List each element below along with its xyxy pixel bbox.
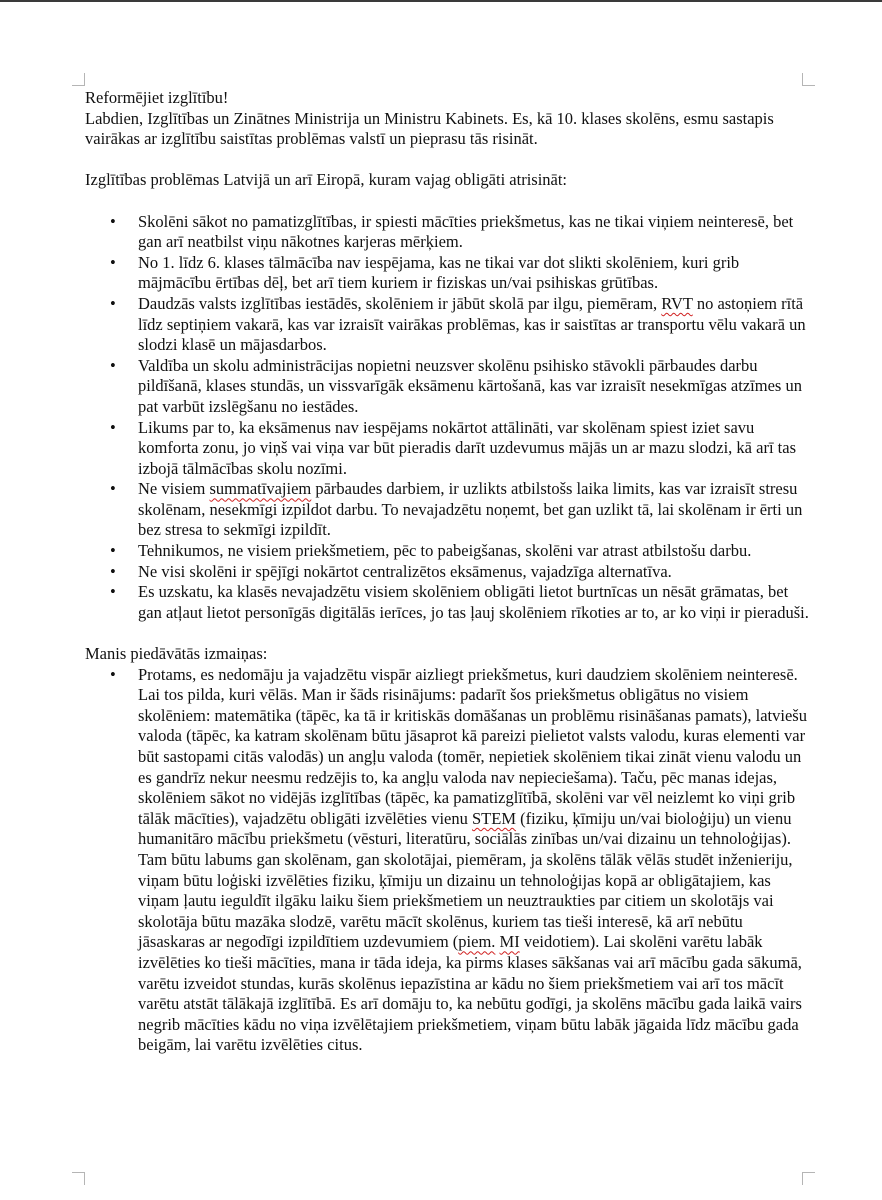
list-item <box>85 541 810 562</box>
spellcheck-flagged-word: MI <box>499 932 520 952</box>
list-item-text: Likums par to, ka eksāmenus nav iespējams nokārtot attālināti, var skolēnam spiest iziet savu komforta zonu, jo viņš vai viņa var būt pieradis darīt uzdevumus mājās un ar mazu slodzi, kā arī tas izbojā tālmācības skolu nozīmi. <box>138 417 796 478</box>
blank-line <box>85 191 810 212</box>
list-item-text: Tehnikumos, ne visiem priekšmetiem, pēc to pabeigšanas, skolēni var atrast atbilstošu darbu. <box>138 541 752 561</box>
list-item <box>85 418 810 480</box>
list-item-text: Daudzās valsts izglītības iestādēs, skolēniem ir jābūt skolā par ilgu, piemēram, <box>138 293 662 313</box>
list-item-text: Protams, es nedomāju ja vajadzētu vispār aizliegt priekšmetus, kuri daudziem skolēniem neinteresē. Lai tos pilda, kuri vēlās. Man ir šāds risinājums: padarīt šos priekšmetus obligātus no visiem skolēniem: matemātika (tāpēc, ka tā ir kritiskās domāšanas un problēmu risināšanas pamats), latviešu valoda (tāpēc, ka katram skolēnam būtu jāsaprot kā pareizi pielietot valsts valodu, kuras elementi var būt sastopami citās valodās) un angļu valoda (tomēr, nepietiek skolēniem tikai zināt vienu valodu un es gandrīz nekur neesmu redzējis to, ka angļu valoda nav nepieciešama). Taču, pēc manas idejas, skolēniem sākot no vidējās izglītības (tāpēc, ka pamatizglītībā, skolēni var vēl neizlemt ko viņi grib tālāk mācīties), vajadzētu obligāti izvēlēties vienu <box>138 664 807 828</box>
list-item <box>85 562 810 583</box>
list-item <box>85 356 810 418</box>
list-item <box>85 479 810 541</box>
list-item-text: Ne visiem <box>138 479 210 499</box>
list-item-text: Valdība un skolu administrācijas nopietni neuzsver skolēnu psihisko stāvokli pārbaudes darbu pildīšanā, klases stundās, un vissvarīgāk eksāmenu kārtošanā, kas var izraisīt nesekmīgas atzīmes un pat varbūt izslēgšanu no iestādes. <box>138 355 802 416</box>
intro-paragraph: Labdien, Izglītības un Zinātnes Ministrija un Ministru Kabinets. Es, kā 10. klases skolēns, esmu sastapis vairākas ar izglītību saistītas problēmas valstī un pieprasu tās risināt. <box>85 108 774 149</box>
spellcheck-flagged-word: summatīvajiem <box>209 479 312 499</box>
list-item <box>85 294 810 356</box>
list-item-text: Es uzskatu, ka klasēs nevajadzētu visiem skolēniem obligāti lietot burtnīcas un nēsāt grāmatas, bet gan atļaut lietot personīgās digitālās ierīces, jo tas ļauj skolēniem rīkoties ar to, ar ko viņi ir pieraduši. <box>138 582 809 622</box>
page-margin-corner-bottom-left <box>72 1172 85 1185</box>
changes-list <box>85 665 810 1056</box>
problems-heading: Izglītības problēmas Latvijā un arī Eiropā, kuram vajag obligāti atrisināt: <box>85 170 568 190</box>
page-margin-corner-top-right <box>802 73 815 86</box>
window-top-border <box>0 0 882 2</box>
page-margin-corner-top-left <box>72 73 85 86</box>
changes-heading: Manis piedāvātās izmaiņas: <box>85 644 268 664</box>
list-item-text: veidotiem). Lai skolēni varētu labāk izvēlēties ko tieši mācīties, mana ir tāda ideja, ka pirms klases sākšanas vai arī mācību gada sākumā, varētu izveidot stundas, kurās skolēnus iepazīstina ar kādu no šiem priekšmetiem vai arī tos mācīt varētu atstāt tālākajā izglītībā. Es arī domāju to, ka nebūtu godīgi, ja skolēns mācību gada laikā vairs negrib mācīties kādu no viņa izvēlētajiem priekšmetiem, viņam būtu labāk jāgaida līdz mācību gada beigām, lai varētu izvēlēties citus. <box>138 932 802 1055</box>
spellcheck-flagged-word: piem. <box>458 932 496 952</box>
list-item-text: No 1. līdz 6. klases tālmācība nav iespējama, kas ne tikai var dot slikti skolēniem, kuri grib mājmācību ērtības dēļ, bet arī tiem kuriem ir fiziskas un/vai psihiskas grūtības. <box>138 252 740 293</box>
blank-line <box>85 150 810 171</box>
list-item <box>85 253 810 294</box>
list-item <box>85 665 810 1056</box>
document-title: Reformējiet izglītību! <box>85 88 229 107</box>
list-item-text: no astoņiem rītā līdz septiņiem vakarā, kas var izraisīt vairākas problēmas, kas ir saistītas ar transportu vēlu vakarā un slodzi klasē un mājasdarbos. <box>138 293 806 355</box>
list-item-text: pārbaudes darbiem, ir uzlikts atbilstošs laika limits, kas var izraisīt stresu skolēnam, nesekmīgi izpildot darbu. To nevajadzētu noņemt, bet gan uzlikt tā, lai skolēnam ir ērti un bez stresa to sekmīgi izpildīt. <box>138 479 803 540</box>
spellcheck-flagged-word: STEM <box>472 808 517 828</box>
list-item-text: Skolēni sākot no pamatizglītības, ir spiesti mācīties priekšmetus, kas ne tikai viņiem neinteresē, bet gan arī neatbilst viņu nākotnes karjeras mērķiem. <box>138 211 794 252</box>
spellcheck-flagged-word: RVT <box>661 293 693 313</box>
document-page[interactable] <box>85 88 810 1056</box>
page-margin-corner-bottom-right <box>802 1172 815 1185</box>
list-item-text: Ne visi skolēni ir spējīgi nokārtot centralizētos eksāmenus, vajadzīga alternatīva. <box>138 561 672 581</box>
list-item <box>85 582 810 623</box>
blank-line <box>85 623 810 644</box>
problems-list <box>85 212 810 624</box>
list-item-text: (fiziku, ķīmiju un/vai bioloģiju) un vienu humanitāro mācību priekšmetu (vēsturi, literatūru, sociālās zinības un/vai dizainu un tehnoloģijas). Tam būtu labums gan skolēnam, gan skolotājai, piemēram, ja skolēns tālāk vēlās studēt inženieriju, viņam būtu loģiski izvēlēties fiziku, ķīmiju un dizainu un tehnoloģijas kopā ar obligātajiem, kas viņam ļautu ieguldīt ilgāku laiku šiem priekšmetiem un neuztraukties par citiem un skolotājs vai skolotāja būtu mazāka slodzē, varētu mācīt skolēnus, kuriem tas tieši interesē, kā arī nebūtu jāsaskaras ar negodīgi izpildītiem uzdevumiem ( <box>138 808 793 952</box>
list-item <box>85 212 810 253</box>
